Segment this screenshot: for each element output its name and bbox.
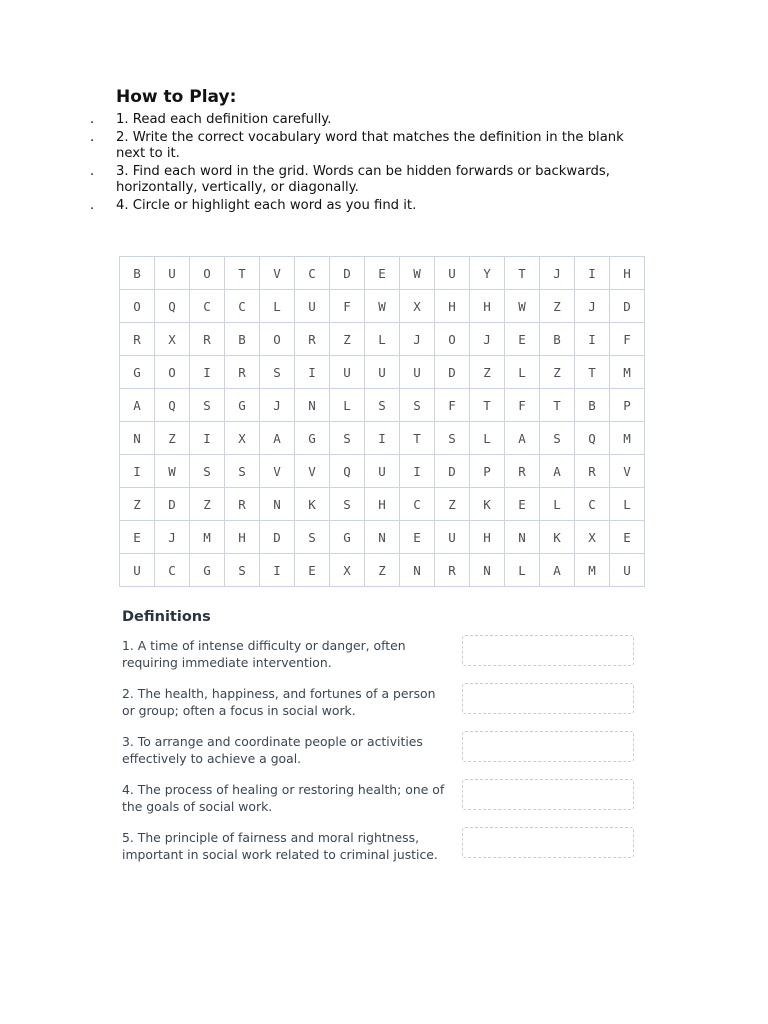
grid-cell[interactable]: H bbox=[435, 290, 470, 323]
grid-cell[interactable]: Z bbox=[540, 290, 575, 323]
grid-cell[interactable]: I bbox=[575, 323, 610, 356]
grid-cell[interactable]: L bbox=[505, 554, 540, 587]
grid-cell[interactable]: Q bbox=[155, 290, 190, 323]
grid-cell[interactable]: D bbox=[435, 356, 470, 389]
grid-cell[interactable]: L bbox=[330, 389, 365, 422]
grid-cell[interactable]: V bbox=[610, 455, 645, 488]
grid-cell[interactable]: D bbox=[155, 488, 190, 521]
grid-cell[interactable]: E bbox=[505, 488, 540, 521]
grid-cell[interactable]: W bbox=[505, 290, 540, 323]
step-text: 2. Write the correct vocabulary word that matches the definition in the blank next to it. bbox=[116, 130, 624, 161]
grid-cell[interactable]: U bbox=[155, 257, 190, 290]
grid-cell[interactable]: J bbox=[260, 389, 295, 422]
grid-cell[interactable]: S bbox=[330, 488, 365, 521]
definition-row bbox=[122, 637, 638, 685]
answer-blank[interactable] bbox=[462, 635, 634, 666]
grid-cell[interactable]: S bbox=[295, 521, 330, 554]
grid-cell[interactable]: L bbox=[505, 356, 540, 389]
grid-cell[interactable]: T bbox=[505, 257, 540, 290]
definition-text: 4. The process of healing or restoring health; one of the goals of social work. bbox=[122, 782, 445, 814]
grid-cell[interactable]: R bbox=[190, 323, 225, 356]
grid-cell[interactable]: Q bbox=[155, 389, 190, 422]
grid-cell[interactable]: A bbox=[260, 422, 295, 455]
grid-cell[interactable]: Z bbox=[470, 356, 505, 389]
answer-blank[interactable] bbox=[462, 683, 634, 714]
grid-cell[interactable]: L bbox=[260, 290, 295, 323]
grid-cell[interactable]: E bbox=[120, 521, 155, 554]
grid-cell[interactable]: I bbox=[400, 455, 435, 488]
grid-cell[interactable]: F bbox=[435, 389, 470, 422]
grid-cell[interactable]: K bbox=[295, 488, 330, 521]
grid-cell[interactable]: E bbox=[610, 521, 645, 554]
grid-cell[interactable]: X bbox=[575, 521, 610, 554]
grid-cell[interactable]: I bbox=[295, 356, 330, 389]
grid-row bbox=[120, 554, 645, 587]
grid-cell[interactable]: Z bbox=[120, 488, 155, 521]
grid-cell[interactable]: A bbox=[540, 554, 575, 587]
grid-cell[interactable]: W bbox=[400, 257, 435, 290]
grid-cell[interactable]: X bbox=[330, 554, 365, 587]
grid-cell[interactable]: G bbox=[330, 521, 365, 554]
grid-row bbox=[120, 455, 645, 488]
grid-cell[interactable]: U bbox=[330, 356, 365, 389]
grid-cell[interactable]: S bbox=[365, 389, 400, 422]
grid-row bbox=[120, 257, 645, 290]
definition-text: 5. The principle of fairness and moral rightness, important in social work related to criminal justice. bbox=[122, 830, 438, 862]
grid-cell[interactable]: Q bbox=[330, 455, 365, 488]
definition-row bbox=[122, 781, 638, 829]
grid-cell[interactable]: C bbox=[155, 554, 190, 587]
grid-cell[interactable]: E bbox=[365, 257, 400, 290]
word-search-table bbox=[119, 256, 645, 587]
grid-cell[interactable]: S bbox=[400, 389, 435, 422]
grid-cell[interactable]: H bbox=[365, 488, 400, 521]
instruction-step bbox=[90, 198, 650, 214]
definition-row bbox=[122, 685, 638, 733]
step-bullet: . bbox=[90, 130, 95, 145]
grid-cell[interactable]: V bbox=[260, 257, 295, 290]
grid-cell[interactable]: B bbox=[540, 323, 575, 356]
grid-cell[interactable]: F bbox=[505, 389, 540, 422]
grid-cell[interactable]: B bbox=[575, 389, 610, 422]
grid-cell[interactable]: Z bbox=[435, 488, 470, 521]
grid-cell[interactable]: U bbox=[610, 554, 645, 587]
grid-cell[interactable]: V bbox=[295, 455, 330, 488]
grid-cell[interactable]: U bbox=[295, 290, 330, 323]
grid-cell[interactable]: A bbox=[505, 422, 540, 455]
definition-row bbox=[122, 733, 638, 781]
grid-cell[interactable]: Q bbox=[575, 422, 610, 455]
grid-cell[interactable]: O bbox=[260, 323, 295, 356]
grid-row bbox=[120, 290, 645, 323]
grid-cell[interactable]: I bbox=[120, 455, 155, 488]
grid-cell[interactable]: D bbox=[435, 455, 470, 488]
grid-cell[interactable]: I bbox=[365, 422, 400, 455]
grid-row bbox=[120, 488, 645, 521]
grid-cell[interactable]: S bbox=[190, 389, 225, 422]
grid-cell[interactable]: L bbox=[365, 323, 400, 356]
grid-cell[interactable]: O bbox=[155, 356, 190, 389]
grid-row bbox=[120, 389, 645, 422]
grid-cell[interactable]: C bbox=[400, 488, 435, 521]
step-text: 1. Read each definition carefully. bbox=[116, 112, 332, 127]
grid-cell[interactable]: P bbox=[610, 389, 645, 422]
grid-cell[interactable]: C bbox=[225, 290, 260, 323]
grid-cell[interactable]: X bbox=[400, 290, 435, 323]
grid-row bbox=[120, 521, 645, 554]
grid-cell[interactable]: H bbox=[470, 521, 505, 554]
grid-cell[interactable]: U bbox=[435, 521, 470, 554]
grid-cell[interactable]: J bbox=[400, 323, 435, 356]
grid-cell[interactable]: R bbox=[295, 323, 330, 356]
grid-cell[interactable]: O bbox=[190, 257, 225, 290]
grid-cell[interactable]: W bbox=[155, 455, 190, 488]
grid-cell[interactable]: L bbox=[610, 488, 645, 521]
grid-cell[interactable]: D bbox=[260, 521, 295, 554]
grid-cell[interactable]: Y bbox=[470, 257, 505, 290]
grid-cell[interactable]: R bbox=[505, 455, 540, 488]
grid-cell[interactable]: M bbox=[575, 554, 610, 587]
definition-text: 1. A time of intense difficulty or danger, often requiring immediate intervention. bbox=[122, 638, 406, 670]
grid-cell[interactable]: T bbox=[400, 422, 435, 455]
definition-row bbox=[122, 829, 638, 877]
grid-cell[interactable]: D bbox=[610, 290, 645, 323]
grid-row bbox=[120, 323, 645, 356]
step-bullet: . bbox=[90, 198, 95, 213]
grid-cell[interactable]: T bbox=[470, 389, 505, 422]
grid-cell[interactable]: W bbox=[365, 290, 400, 323]
grid-cell[interactable]: H bbox=[470, 290, 505, 323]
grid-cell[interactable]: S bbox=[190, 455, 225, 488]
grid-cell[interactable]: R bbox=[435, 554, 470, 587]
grid-cell[interactable]: K bbox=[470, 488, 505, 521]
grid-cell[interactable]: U bbox=[365, 356, 400, 389]
grid-cell[interactable]: N bbox=[470, 554, 505, 587]
grid-cell[interactable]: S bbox=[540, 422, 575, 455]
step-bullet: . bbox=[90, 112, 95, 127]
grid-cell[interactable]: R bbox=[225, 488, 260, 521]
grid-cell[interactable]: I bbox=[575, 257, 610, 290]
grid-cell[interactable]: M bbox=[610, 356, 645, 389]
grid-cell[interactable]: J bbox=[155, 521, 190, 554]
grid-cell[interactable]: E bbox=[400, 521, 435, 554]
grid-row bbox=[120, 356, 645, 389]
grid-cell[interactable]: G bbox=[190, 554, 225, 587]
instruction-step bbox=[90, 164, 650, 196]
grid-cell[interactable]: N bbox=[365, 521, 400, 554]
grid-cell[interactable]: G bbox=[225, 389, 260, 422]
grid-cell[interactable]: C bbox=[575, 488, 610, 521]
grid-cell[interactable]: H bbox=[610, 257, 645, 290]
grid-cell[interactable]: A bbox=[540, 455, 575, 488]
instruction-step bbox=[90, 112, 650, 128]
grid-cell[interactable]: X bbox=[225, 422, 260, 455]
grid-cell[interactable]: T bbox=[575, 356, 610, 389]
grid-cell[interactable]: S bbox=[330, 422, 365, 455]
grid-cell[interactable]: S bbox=[260, 356, 295, 389]
grid-cell[interactable]: M bbox=[190, 521, 225, 554]
grid-cell[interactable]: N bbox=[505, 521, 540, 554]
definition-text: 2. The health, happiness, and fortunes of a person or group; often a focus in social work. bbox=[122, 686, 436, 718]
grid-cell[interactable]: S bbox=[225, 554, 260, 587]
grid-cell[interactable]: O bbox=[120, 290, 155, 323]
grid-cell[interactable]: V bbox=[260, 455, 295, 488]
grid-cell[interactable]: L bbox=[470, 422, 505, 455]
grid-cell[interactable]: T bbox=[540, 389, 575, 422]
grid-cell[interactable]: N bbox=[260, 488, 295, 521]
grid-cell[interactable]: H bbox=[225, 521, 260, 554]
instruction-step bbox=[90, 130, 650, 162]
grid-cell[interactable]: B bbox=[225, 323, 260, 356]
grid-cell[interactable]: J bbox=[470, 323, 505, 356]
answer-blank[interactable] bbox=[462, 731, 634, 762]
grid-cell[interactable]: Z bbox=[330, 323, 365, 356]
grid-cell[interactable]: I bbox=[190, 422, 225, 455]
grid-cell[interactable]: E bbox=[505, 323, 540, 356]
definitions-section bbox=[122, 607, 638, 877]
grid-cell[interactable]: R bbox=[575, 455, 610, 488]
grid-cell[interactable]: B bbox=[120, 257, 155, 290]
grid-cell[interactable]: K bbox=[540, 521, 575, 554]
grid-cell[interactable]: C bbox=[295, 257, 330, 290]
answer-blank[interactable] bbox=[462, 827, 634, 858]
grid-cell[interactable]: U bbox=[365, 455, 400, 488]
grid-cell[interactable]: D bbox=[330, 257, 365, 290]
grid-cell[interactable]: R bbox=[225, 356, 260, 389]
grid-cell[interactable]: N bbox=[295, 389, 330, 422]
how-to-play-title: How to Play: bbox=[116, 87, 237, 107]
grid-cell[interactable]: G bbox=[295, 422, 330, 455]
grid-cell[interactable]: T bbox=[225, 257, 260, 290]
grid-cell[interactable]: R bbox=[120, 323, 155, 356]
grid-cell[interactable]: J bbox=[575, 290, 610, 323]
grid-cell[interactable]: F bbox=[330, 290, 365, 323]
grid-cell[interactable]: U bbox=[120, 554, 155, 587]
grid-row bbox=[120, 422, 645, 455]
grid-cell[interactable]: Z bbox=[365, 554, 400, 587]
word-search-grid bbox=[119, 256, 645, 587]
grid-cell[interactable]: I bbox=[260, 554, 295, 587]
step-text: 3. Find each word in the grid. Words can be hidden forwards or backwards, horizontally, vertically, or diagonally. bbox=[116, 164, 610, 195]
grid-cell[interactable]: L bbox=[540, 488, 575, 521]
answer-blank[interactable] bbox=[462, 779, 634, 810]
grid-cell[interactable]: I bbox=[190, 356, 225, 389]
grid-cell[interactable]: A bbox=[120, 389, 155, 422]
grid-cell[interactable]: E bbox=[295, 554, 330, 587]
how-to-play-section bbox=[90, 86, 650, 216]
grid-cell[interactable]: F bbox=[610, 323, 645, 356]
grid-cell[interactable]: X bbox=[155, 323, 190, 356]
grid-cell[interactable]: Z bbox=[155, 422, 190, 455]
grid-cell[interactable]: U bbox=[435, 257, 470, 290]
grid-cell[interactable]: Z bbox=[540, 356, 575, 389]
grid-cell[interactable]: U bbox=[400, 356, 435, 389]
grid-cell[interactable]: C bbox=[190, 290, 225, 323]
grid-cell[interactable]: S bbox=[225, 455, 260, 488]
grid-cell[interactable]: S bbox=[435, 422, 470, 455]
step-text: 4. Circle or highlight each word as you find it. bbox=[116, 198, 417, 213]
grid-cell[interactable]: M bbox=[610, 422, 645, 455]
grid-cell[interactable]: J bbox=[540, 257, 575, 290]
grid-cell[interactable]: Z bbox=[190, 488, 225, 521]
grid-cell[interactable]: G bbox=[120, 356, 155, 389]
step-bullet: . bbox=[90, 164, 95, 179]
definitions-title: Definitions bbox=[122, 609, 211, 625]
grid-cell[interactable]: O bbox=[435, 323, 470, 356]
grid-cell[interactable]: N bbox=[120, 422, 155, 455]
grid-cell[interactable]: N bbox=[400, 554, 435, 587]
grid-cell[interactable]: P bbox=[470, 455, 505, 488]
definition-text: 3. To arrange and coordinate people or activities effectively to achieve a goal. bbox=[122, 734, 423, 766]
